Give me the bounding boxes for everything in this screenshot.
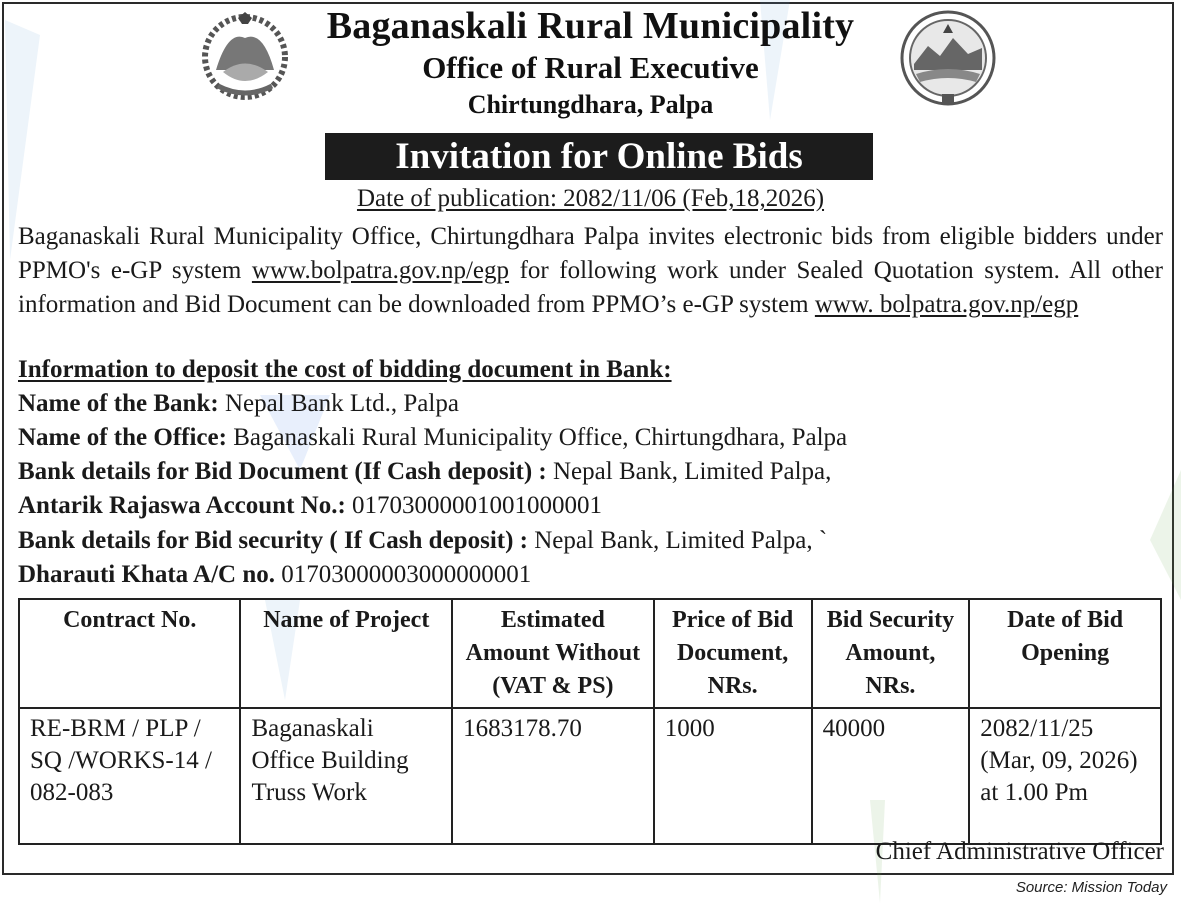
publication-date: Date of publication: 2082/11/06 (Feb,18,2026) [356,185,825,212]
info-label: Bank details for Bid security ( If Cash deposit) : [18,527,528,554]
office-title: Office of Rural Executive [422,50,759,85]
header-contract-no: Contract No. [19,599,240,708]
info-label: Dharauti Khata A/C no. [18,561,275,588]
egp-link-2[interactable]: www. bolpatra.gov.np/egp [814,291,1079,318]
intro-paragraph [18,220,1163,322]
header-project-name: Name of Project [240,599,452,708]
signature-title: Chief Administrative Officer [875,838,1164,865]
header-bid-doc-price: Price of Bid Document, NRs. [654,599,812,708]
revenue-account-line [18,492,602,520]
table-row [19,708,1161,844]
bank-info-heading: Information to deposit the cost of bidding document in Bank: [18,356,672,383]
info-label: Name of the Office: [18,424,227,451]
header-opening-date: Date of Bid Opening [969,599,1161,708]
info-value: 01703000003000000001 [274,561,532,588]
municipality-title: Baganaskali Rural Municipality [326,5,855,47]
info-label: Bank details for Bid Document (If Cash deposit) : [18,458,547,485]
cell-opening-date: 2082/11/25 (Mar, 09, 2026) at 1.00 Pm [969,708,1161,844]
header-estimated-amount: Estimated Amount Without (VAT & PS) [452,599,654,708]
office-location: Chirtungdhara, Palpa [467,90,714,119]
info-label: Name of the Bank: [18,390,219,417]
info-value: Baganaskali Rural Municipality Office, Chirtungdhara, Palpa [226,424,848,451]
cell-estimated-amount: 1683178.70 [452,708,654,844]
info-value: 01703000001001000001 [345,492,603,519]
info-value: Nepal Bank, Limited Palpa, ` [528,527,828,554]
info-label: Antarik Rajaswa Account No.: [18,492,346,519]
bank-name-line [18,390,459,418]
bid-table [18,598,1162,845]
bid-document-bank-line [18,458,831,486]
deposit-account-line [18,561,531,589]
info-value: Nepal Bank Ltd., Palpa [218,390,459,417]
cell-bid-security: 40000 [812,708,970,844]
intro-text-2: for following work under Sealed Quotation system. All other information and Bid Document can be downloaded from PPMO’s e-GP system [18,257,1163,318]
table-header-row [19,599,1161,708]
notice-banner: Invitation for Online Bids [325,133,873,180]
source-credit: Source: Mission Today [1015,879,1167,896]
cell-project-name: Baganaskali Office Building Truss Work [240,708,452,844]
info-value: Nepal Bank, Limited Palpa, [546,458,832,485]
header-bid-security: Bid Security Amount, NRs. [812,599,970,708]
cell-contract-no: RE-BRM / PLP / SQ /WORKS-14 / 082-083 [19,708,240,844]
bid-security-bank-line [18,527,827,555]
intro-text-1: Baganaskali Rural Municipality Office, Chirtungdhara Palpa invites electronic bids from eligible bidders under PPMO's e-GP system [18,223,1163,284]
cell-bid-doc-price: 1000 [654,708,812,844]
office-name-line [18,424,847,452]
egp-link-1[interactable]: www.bolpatra.gov.np/egp [251,257,510,284]
